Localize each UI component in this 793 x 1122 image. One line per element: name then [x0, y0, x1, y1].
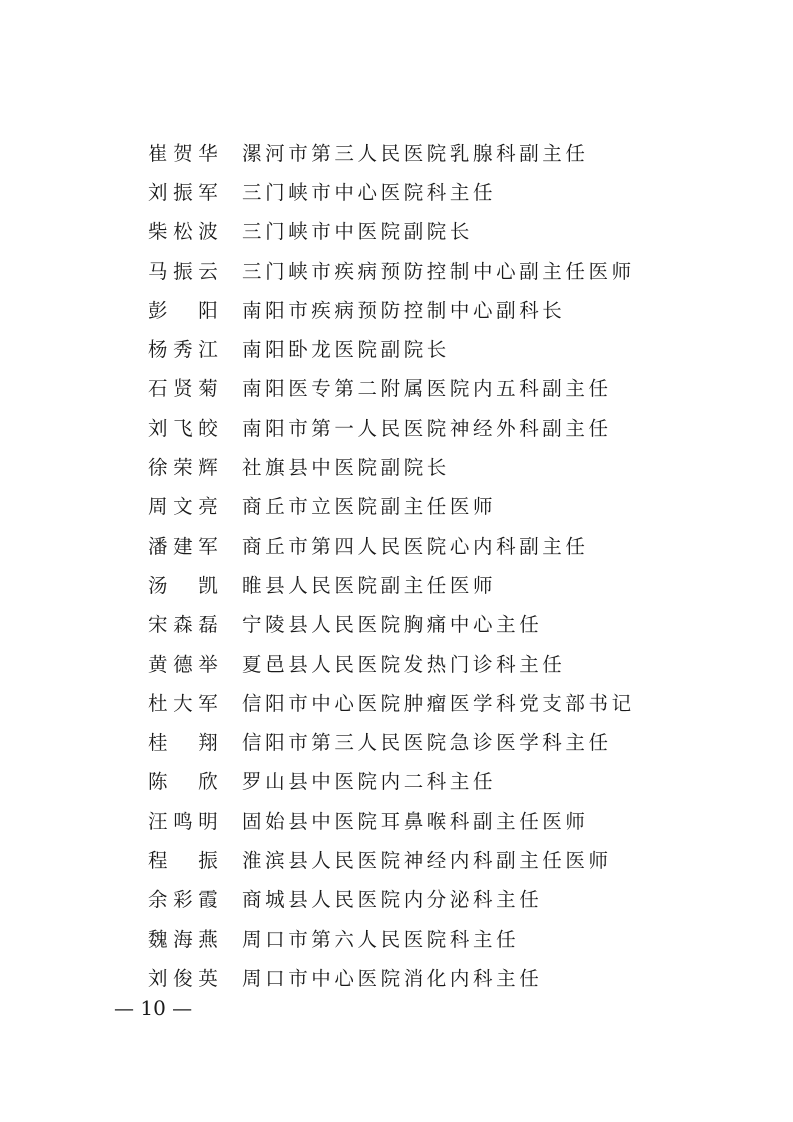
person-role: 三门峡市中医院副院长: [242, 220, 474, 244]
person-name: 桂 翔: [148, 731, 218, 755]
list-item: [148, 289, 748, 328]
person-role: 睢县人民医院副主任医师: [242, 573, 497, 597]
list-item: [148, 211, 748, 250]
person-name: 余彩霞: [148, 888, 218, 912]
person-name: 徐荣辉: [148, 456, 218, 480]
list-item: [148, 564, 748, 603]
person-role: 三门峡市疾病预防控制中心副主任医师: [242, 259, 635, 283]
list-item: [148, 328, 748, 367]
person-name: 潘建军: [148, 534, 218, 558]
list-item: [148, 879, 748, 918]
list-item: [148, 525, 748, 564]
person-name: 刘飞皎: [148, 416, 218, 440]
person-role: 罗山县中医院内二科主任: [242, 770, 497, 794]
person-role: 淮滨县人民医院神经内科副主任医师: [242, 848, 612, 872]
person-role: 信阳市第三人民医院急诊医学科主任: [242, 731, 612, 755]
list-item: [148, 132, 748, 171]
person-name: 黄德举: [148, 652, 218, 676]
list-item: [148, 407, 748, 446]
person-name: 崔贺华: [148, 141, 218, 165]
list-item: [148, 721, 748, 760]
person-name: 柴松波: [148, 220, 218, 244]
person-name: 刘振军: [148, 180, 218, 204]
person-name: 马振云: [148, 259, 218, 283]
personnel-list: [148, 132, 748, 997]
list-item: [148, 604, 748, 643]
person-role: 三门峡市中心医院科主任: [242, 180, 497, 204]
person-role: 信阳市中心医院肿瘤医学科党支部书记: [242, 691, 635, 715]
person-name: 石贤菊: [148, 377, 218, 401]
list-item: [148, 446, 748, 485]
list-item: [148, 250, 748, 289]
list-item: [148, 957, 748, 996]
list-item: [148, 800, 748, 839]
list-item: [148, 171, 748, 210]
person-name: 周文亮: [148, 495, 218, 519]
person-role: 周口市第六人民医院科主任: [242, 927, 520, 951]
list-item: [148, 682, 748, 721]
person-name: 杜大军: [148, 691, 218, 715]
list-item: [148, 486, 748, 525]
person-role: 南阳卧龙医院副院长: [242, 338, 450, 362]
person-role: 漯河市第三人民医院乳腺科副主任: [242, 141, 589, 165]
person-name: 刘俊英: [148, 966, 218, 990]
person-name: 彭 阳: [148, 298, 218, 322]
person-name: 杨秀江: [148, 338, 218, 362]
person-role: 周口市中心医院消化内科主任: [242, 966, 543, 990]
person-role: 宁陵县人民医院胸痛中心主任: [242, 613, 543, 637]
person-role: 社旗县中医院副院长: [242, 456, 450, 480]
person-name: 宋森磊: [148, 613, 218, 637]
list-item: [148, 918, 748, 957]
list-item: [148, 643, 748, 682]
person-name: 汪鸣明: [148, 809, 218, 833]
person-name: 程 振: [148, 848, 218, 872]
list-item: [148, 761, 748, 800]
list-item: [148, 839, 748, 878]
person-role: 固始县中医院耳鼻喉科副主任医师: [242, 809, 589, 833]
person-role: 南阳市第一人民医院神经外科副主任: [242, 416, 612, 440]
person-role: 商丘市立医院副主任医师: [242, 495, 497, 519]
person-name: 汤 凯: [148, 573, 218, 597]
page-number: — 10 —: [114, 996, 193, 1020]
person-role: 南阳医专第二附属医院内五科副主任: [242, 377, 612, 401]
list-item: [148, 368, 748, 407]
person-role: 商丘市第四人民医院心内科副主任: [242, 534, 589, 558]
person-name: 陈 欣: [148, 770, 218, 794]
person-name: 魏海燕: [148, 927, 218, 951]
person-role: 商城县人民医院内分泌科主任: [242, 888, 543, 912]
person-role: 夏邑县人民医院发热门诊科主任: [242, 652, 566, 676]
person-role: 南阳市疾病预防控制中心副科长: [242, 298, 566, 322]
